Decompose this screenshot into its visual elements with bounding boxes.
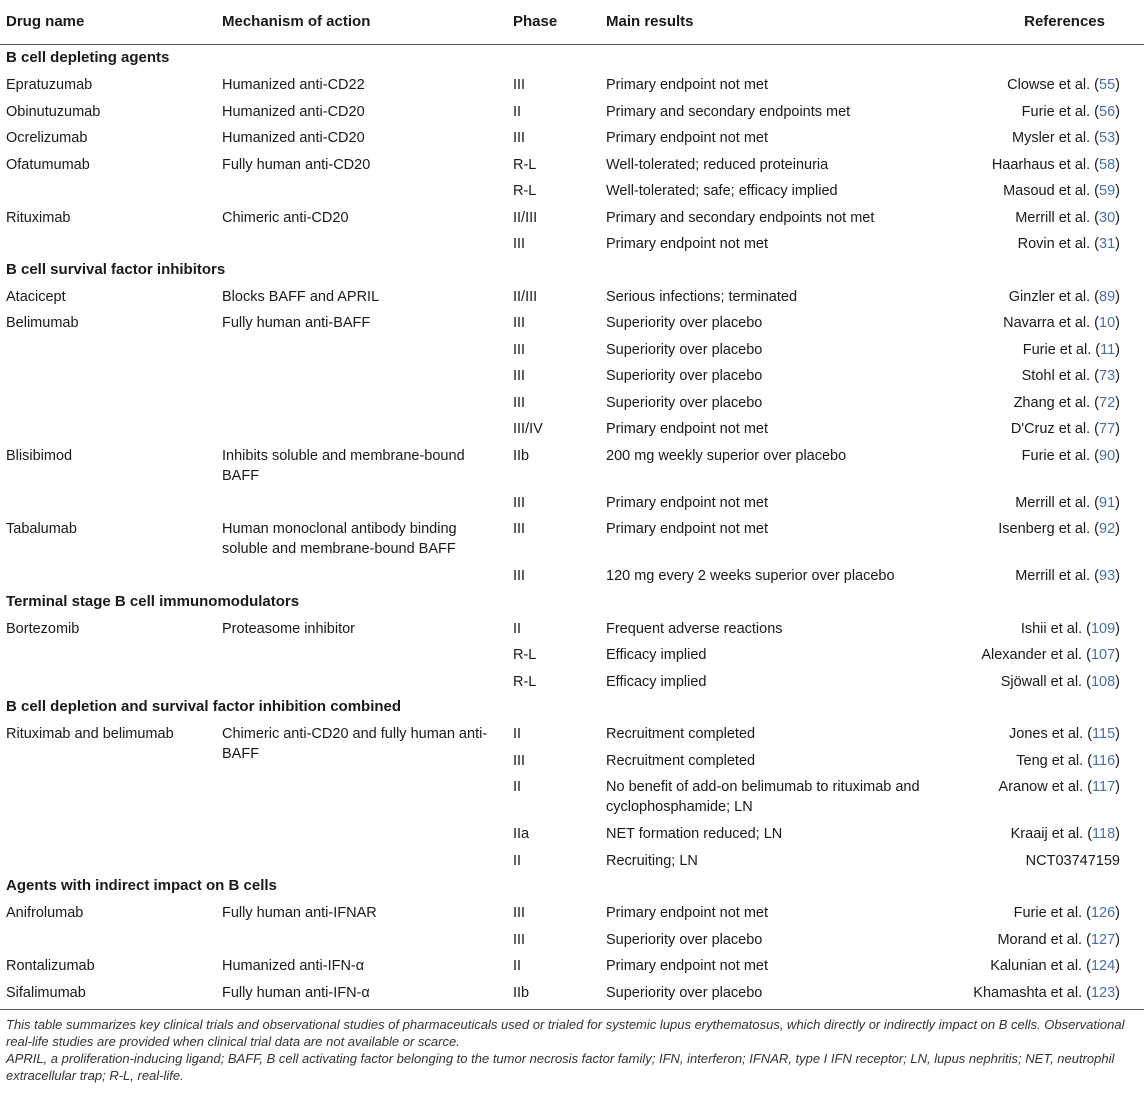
reference-author: Aranow et al. ( — [998, 779, 1093, 795]
section-header — [0, 589, 1144, 615]
reference-author: Morand et al. ( — [997, 931, 1091, 948]
mechanism-cell: Proteasome inhibitor — [222, 620, 355, 637]
results-cell: Recruitment completed — [606, 752, 756, 769]
phase-cell: III — [513, 494, 526, 511]
reference-close: ) — [1115, 130, 1120, 146]
phase-cell: III — [513, 77, 526, 93]
reference-author: Stohl et al. ( — [1021, 368, 1100, 384]
phase-cell: R-L — [513, 183, 537, 199]
drug-cell: Atacicept — [6, 288, 66, 305]
table-row — [0, 747, 1144, 774]
reference-close: ) — [1115, 368, 1120, 384]
reference-cell — [990, 956, 1120, 976]
table-header — [0, 0, 1144, 44]
results-cell: Superiority over placebo — [606, 394, 763, 411]
results-cell: Well-tolerated; safe; efficacy implied — [606, 183, 838, 199]
reference-link[interactable]: 116 — [1092, 752, 1116, 769]
reference-link[interactable]: 53 — [1099, 130, 1116, 146]
results-cell: Primary endpoint not met — [606, 421, 768, 437]
phase-cell: III — [513, 521, 526, 537]
reference-cell — [1012, 128, 1120, 148]
header-results: Main results — [606, 13, 694, 30]
phase-cell: II/III — [513, 288, 538, 305]
drug-cell: Obinutuzumab — [6, 103, 101, 120]
results-cell: Recruiting; LN — [606, 852, 698, 869]
reference-link[interactable]: 56 — [1099, 103, 1116, 120]
reference-link[interactable]: 107 — [1090, 647, 1116, 663]
reference-link[interactable]: 10 — [1099, 315, 1116, 331]
reference-cell — [1016, 751, 1120, 771]
reference-author: NCT03747159 — [1025, 852, 1120, 869]
reference-close: ) — [1115, 156, 1120, 173]
table-row — [0, 926, 1144, 953]
reference-author: Furie et al. ( — [1022, 341, 1101, 358]
mechanism-cell: Fully human anti-IFN-α — [222, 984, 370, 1001]
footnote-summary: This table summarizes key clinical trials and observational studies of pharmaceuticals used or trialed for systemic lupus erythematosus, which directly or indirectly impact on B cells. Observational real-life studies are provided when clinical trial data are not available or scarce. — [6, 1017, 1125, 1049]
reference-link[interactable]: 90 — [1099, 447, 1116, 464]
table-row — [0, 899, 1144, 926]
mechanism-cell: Humanized anti-IFN-α — [222, 958, 365, 974]
reference-close: ) — [1115, 726, 1120, 742]
reference-link[interactable]: 58 — [1099, 156, 1116, 173]
section-title: Agents with indirect impact on B cells — [6, 877, 277, 894]
table-body — [0, 45, 1144, 1005]
reference-author: Merrill et al. ( — [1015, 209, 1100, 226]
results-cell: Superiority over placebo — [606, 984, 763, 1001]
reference-close: ) — [1115, 752, 1120, 769]
reference-cell — [1009, 724, 1120, 744]
reference-close: ) — [1115, 931, 1120, 948]
results-cell: 200 mg weekly superior over placebo — [606, 447, 847, 464]
table-row — [0, 515, 1144, 562]
phase-cell: R-L — [513, 156, 537, 173]
phase-cell: II — [513, 779, 522, 795]
table-row — [0, 415, 1144, 442]
reference-link[interactable]: 31 — [1099, 236, 1116, 252]
drug-cell: Epratuzumab — [6, 77, 93, 93]
table-row — [0, 668, 1144, 695]
reference-link[interactable]: 59 — [1099, 183, 1116, 199]
drug-cell: Ofatumumab — [6, 156, 90, 173]
header-mechanism: Mechanism of action — [222, 13, 371, 30]
drug-cell: Rituximab and belimumab — [6, 726, 174, 742]
reference-link[interactable]: 73 — [1099, 368, 1116, 384]
phase-cell: II — [513, 103, 522, 120]
results-cell: Primary endpoint not met — [606, 494, 768, 511]
reference-close: ) — [1115, 447, 1120, 464]
phase-cell: III — [513, 931, 526, 948]
reference-link[interactable]: 126 — [1090, 905, 1116, 921]
results-cell: Superiority over placebo — [606, 315, 763, 331]
reference-author: Alexander et al. ( — [981, 647, 1091, 663]
table-row — [0, 309, 1144, 336]
mechanism-cell: Fully human anti-CD20 — [222, 156, 371, 173]
table-row — [0, 177, 1144, 204]
reference-link[interactable]: 72 — [1099, 394, 1116, 411]
reference-cell — [1018, 234, 1120, 254]
reference-close: ) — [1115, 288, 1120, 305]
reference-author: Masoud et al. ( — [1003, 183, 1100, 199]
results-cell: Primary endpoint not met — [606, 130, 768, 146]
results-cell: Primary endpoint not met — [606, 521, 768, 537]
section-header — [0, 257, 1144, 283]
reference-link[interactable]: 92 — [1099, 521, 1116, 537]
table-row — [0, 362, 1144, 389]
table-row — [0, 230, 1144, 257]
reference-cell — [1023, 340, 1120, 360]
results-cell: NET formation reduced; LN — [606, 826, 783, 842]
reference-link[interactable]: 124 — [1090, 958, 1116, 974]
reference-close: ) — [1115, 826, 1120, 842]
table-row — [0, 336, 1144, 363]
reference-cell — [1009, 287, 1120, 307]
table-row — [0, 204, 1144, 231]
mechanism-cell: Fully human anti-BAFF — [222, 315, 371, 331]
table-row — [0, 71, 1144, 98]
reference-author: Jones et al. ( — [1009, 726, 1093, 742]
reference-close: ) — [1115, 521, 1120, 537]
reference-author: Sjöwall et al. ( — [1000, 673, 1091, 690]
drug-cell: Ocrelizumab — [6, 130, 88, 146]
mechanism-cell: Humanized anti-CD20 — [222, 103, 365, 120]
reference-close: ) — [1115, 183, 1120, 199]
reference-link[interactable]: 109 — [1090, 620, 1116, 637]
reference-link[interactable]: 89 — [1099, 288, 1116, 305]
phase-cell: III — [513, 130, 526, 146]
results-cell: Superiority over placebo — [606, 341, 763, 358]
reference-close: ) — [1115, 421, 1120, 437]
results-cell: Superiority over placebo — [606, 931, 763, 948]
phase-cell: II — [513, 852, 522, 869]
reference-close: ) — [1115, 984, 1120, 1001]
table-row — [0, 820, 1144, 847]
results-cell: Primary endpoint not met — [606, 905, 768, 921]
section-title: Terminal stage B cell immunomodulators — [6, 592, 300, 610]
phase-cell: II — [513, 620, 522, 637]
footnote-abbreviations: APRIL, a proliferation-inducing ligand; BAFF, B cell activating factor belonging to the tumor necrosis factor family; IFN, interferon; IFNAR, type I IFN receptor; LN, lupus nephritis; NET, neutrophil extracellular trap; R-L, real-life. — [6, 1051, 1115, 1083]
reference-cell — [1014, 903, 1120, 923]
reference-cell — [998, 519, 1120, 539]
table-row — [0, 283, 1144, 310]
results-cell: Serious infections; terminated — [606, 288, 798, 305]
section-title: B cell depletion and survival factor inhibition combined — [6, 698, 402, 715]
reference-author: Zhang et al. ( — [1013, 394, 1100, 411]
header-references: References — [1024, 13, 1105, 30]
table-footnotes — [0, 1010, 1144, 1084]
mechanism-cell: Chimeric anti-CD20 and fully human anti-BAFF — [222, 726, 488, 762]
drug-cell: Rontalizumab — [6, 958, 95, 974]
reference-cell — [1021, 619, 1120, 639]
reference-close: ) — [1115, 568, 1120, 584]
phase-cell: III — [513, 752, 526, 769]
phase-cell: II — [513, 726, 522, 742]
mechanism-cell: Humanized anti-CD20 — [222, 130, 365, 146]
drug-cell: Sifalimumab — [6, 984, 86, 1001]
drug-cell: Rituximab — [6, 209, 71, 226]
reference-close: ) — [1115, 620, 1120, 637]
table-row — [0, 389, 1144, 416]
table-row — [0, 124, 1144, 151]
reference-author: Kalunian et al. ( — [990, 958, 1091, 974]
phase-cell: III — [513, 568, 526, 584]
reference-cell — [1007, 75, 1120, 95]
mechanism-cell: Humanized anti-CD22 — [222, 77, 365, 93]
results-cell: Efficacy implied — [606, 673, 707, 690]
table-row — [0, 562, 1144, 589]
mechanism-cell: Inhibits soluble and membrane-bound BAFF — [222, 447, 465, 484]
section-header — [0, 45, 1144, 71]
reference-close: ) — [1115, 103, 1120, 120]
reference-cell — [1022, 102, 1120, 122]
reference-cell — [1011, 824, 1120, 844]
reference-link[interactable]: 123 — [1090, 984, 1116, 1001]
reference-link[interactable]: 115 — [1092, 726, 1116, 742]
phase-cell: III — [513, 341, 526, 358]
header-drug: Drug name — [6, 13, 85, 30]
phase-cell: II — [513, 958, 522, 974]
table-row — [0, 151, 1144, 178]
phase-cell: IIb — [513, 447, 530, 464]
results-cell: Frequent adverse reactions — [606, 620, 783, 637]
reference-cell — [1015, 566, 1120, 586]
phase-cell: R-L — [513, 673, 537, 690]
reference-author: Ishii et al. ( — [1020, 620, 1091, 637]
reference-author: Merrill et al. ( — [1015, 494, 1100, 511]
reference-author: Isenberg et al. ( — [998, 521, 1100, 537]
results-cell: Primary endpoint not met — [606, 958, 768, 974]
reference-author: Furie et al. ( — [1013, 905, 1091, 921]
results-cell: Well-tolerated; reduced proteinuria — [606, 156, 829, 173]
table-row — [0, 615, 1144, 642]
reference-link[interactable]: 55 — [1099, 77, 1116, 93]
table-row — [0, 442, 1144, 489]
reference-cell — [1011, 419, 1120, 439]
reference-cell — [981, 645, 1120, 665]
reference-cell — [1015, 208, 1120, 228]
reference-link[interactable]: 77 — [1099, 421, 1116, 437]
table-row — [0, 98, 1144, 125]
table-row — [0, 847, 1144, 874]
reference-cell — [1003, 313, 1120, 333]
results-cell: Efficacy implied — [606, 647, 707, 663]
reference-link[interactable]: 11 — [1100, 341, 1116, 358]
reference-close: ) — [1115, 341, 1120, 358]
phase-cell: IIb — [513, 984, 530, 1001]
reference-cell — [1026, 851, 1120, 871]
reference-close: ) — [1115, 209, 1120, 226]
reference-author: Haarhaus et al. ( — [991, 156, 1100, 173]
phase-cell: R-L — [513, 647, 537, 663]
results-cell: Recruitment completed — [606, 726, 756, 742]
table-row — [0, 979, 1144, 1006]
drug-cell: Blisibimod — [6, 447, 73, 464]
reference-author: Clowse et al. ( — [1007, 77, 1100, 93]
reference-author: Furie et al. ( — [1021, 103, 1100, 120]
reference-author: D'Cruz et al. ( — [1010, 421, 1100, 437]
reference-link[interactable]: 118 — [1092, 826, 1116, 842]
reference-author: Navarra et al. ( — [1003, 315, 1100, 331]
results-cell: Primary endpoint not met — [606, 77, 768, 93]
results-cell: Primary and secondary endpoints met — [606, 103, 851, 120]
phase-cell: III/IV — [513, 421, 543, 437]
mechanism-cell: Chimeric anti-CD20 — [222, 209, 349, 226]
results-cell: Primary and secondary endpoints not met — [606, 209, 875, 226]
drug-cell: Bortezomib — [6, 620, 80, 637]
reference-author: Rovin et al. ( — [1017, 236, 1100, 252]
reference-author: Teng et al. ( — [1016, 752, 1093, 769]
reference-close: ) — [1115, 647, 1120, 663]
reference-cell — [973, 983, 1120, 1003]
drug-cell: Tabalumab — [6, 521, 77, 537]
reference-link[interactable]: 117 — [1092, 779, 1116, 795]
drug-cell: Belimumab — [6, 315, 79, 331]
reference-cell — [1022, 446, 1120, 466]
table-row — [0, 952, 1144, 979]
mechanism-cell: Blocks BAFF and APRIL — [222, 288, 380, 305]
reference-close: ) — [1115, 394, 1120, 411]
reference-close: ) — [1115, 494, 1120, 511]
section-title: B cell survival factor inhibitors — [6, 260, 226, 278]
reference-close: ) — [1115, 77, 1120, 93]
table-row — [0, 489, 1144, 516]
reference-close: ) — [1115, 905, 1120, 921]
reference-cell — [997, 930, 1120, 950]
reference-link[interactable]: 91 — [1099, 494, 1116, 511]
phase-cell: III — [513, 368, 526, 384]
results-cell: Superiority over placebo — [606, 368, 763, 384]
reference-close: ) — [1115, 236, 1120, 252]
drug-cell: Anifrolumab — [6, 905, 84, 921]
reference-link[interactable]: 93 — [1099, 568, 1116, 584]
reference-cell — [1003, 181, 1120, 201]
phase-cell: III — [513, 905, 526, 921]
section-header — [0, 694, 1144, 720]
reference-close: ) — [1115, 673, 1120, 690]
reference-link[interactable]: 108 — [1090, 673, 1116, 690]
phase-cell: III — [513, 394, 526, 411]
reference-author: Kraaij et al. ( — [1010, 826, 1093, 842]
header-phase: Phase — [513, 13, 558, 30]
reference-close: ) — [1115, 779, 1120, 795]
results-cell: Primary endpoint not met — [606, 236, 768, 252]
phase-cell: IIa — [513, 826, 530, 842]
reference-author: Furie et al. ( — [1021, 447, 1100, 464]
reference-link[interactable]: 30 — [1099, 209, 1116, 226]
table-row — [0, 641, 1144, 668]
reference-close: ) — [1115, 958, 1120, 974]
reference-author: Ginzler et al. ( — [1008, 288, 1100, 305]
reference-cell — [1015, 493, 1120, 513]
reference-author: Merrill et al. ( — [1015, 568, 1100, 584]
reference-close: ) — [1115, 315, 1120, 331]
phase-cell: III — [513, 236, 526, 252]
reference-cell — [999, 777, 1120, 797]
section-title: B cell depleting agents — [6, 49, 170, 66]
mechanism-cell: Fully human anti-IFNAR — [222, 905, 377, 921]
phase-cell: III — [513, 315, 526, 331]
reference-author: Mysler et al. ( — [1012, 130, 1100, 146]
table-row — [0, 773, 1144, 820]
reference-cell — [1014, 393, 1120, 413]
phase-cell: II/III — [513, 209, 538, 226]
reference-link[interactable]: 127 — [1090, 931, 1116, 948]
results-cell: No benefit of add-on belimumab to rituximab and cyclophosphamide; LN — [606, 779, 920, 815]
reference-cell — [1001, 672, 1120, 692]
reference-cell — [992, 155, 1120, 175]
section-header — [0, 873, 1144, 899]
mechanism-cell: Human monoclonal antibody binding soluble and membrane-bound BAFF — [222, 521, 457, 557]
results-cell: 120 mg every 2 weeks superior over placebo — [606, 568, 895, 584]
reference-cell — [1022, 366, 1120, 386]
reference-author: Khamashta et al. ( — [973, 984, 1091, 1001]
